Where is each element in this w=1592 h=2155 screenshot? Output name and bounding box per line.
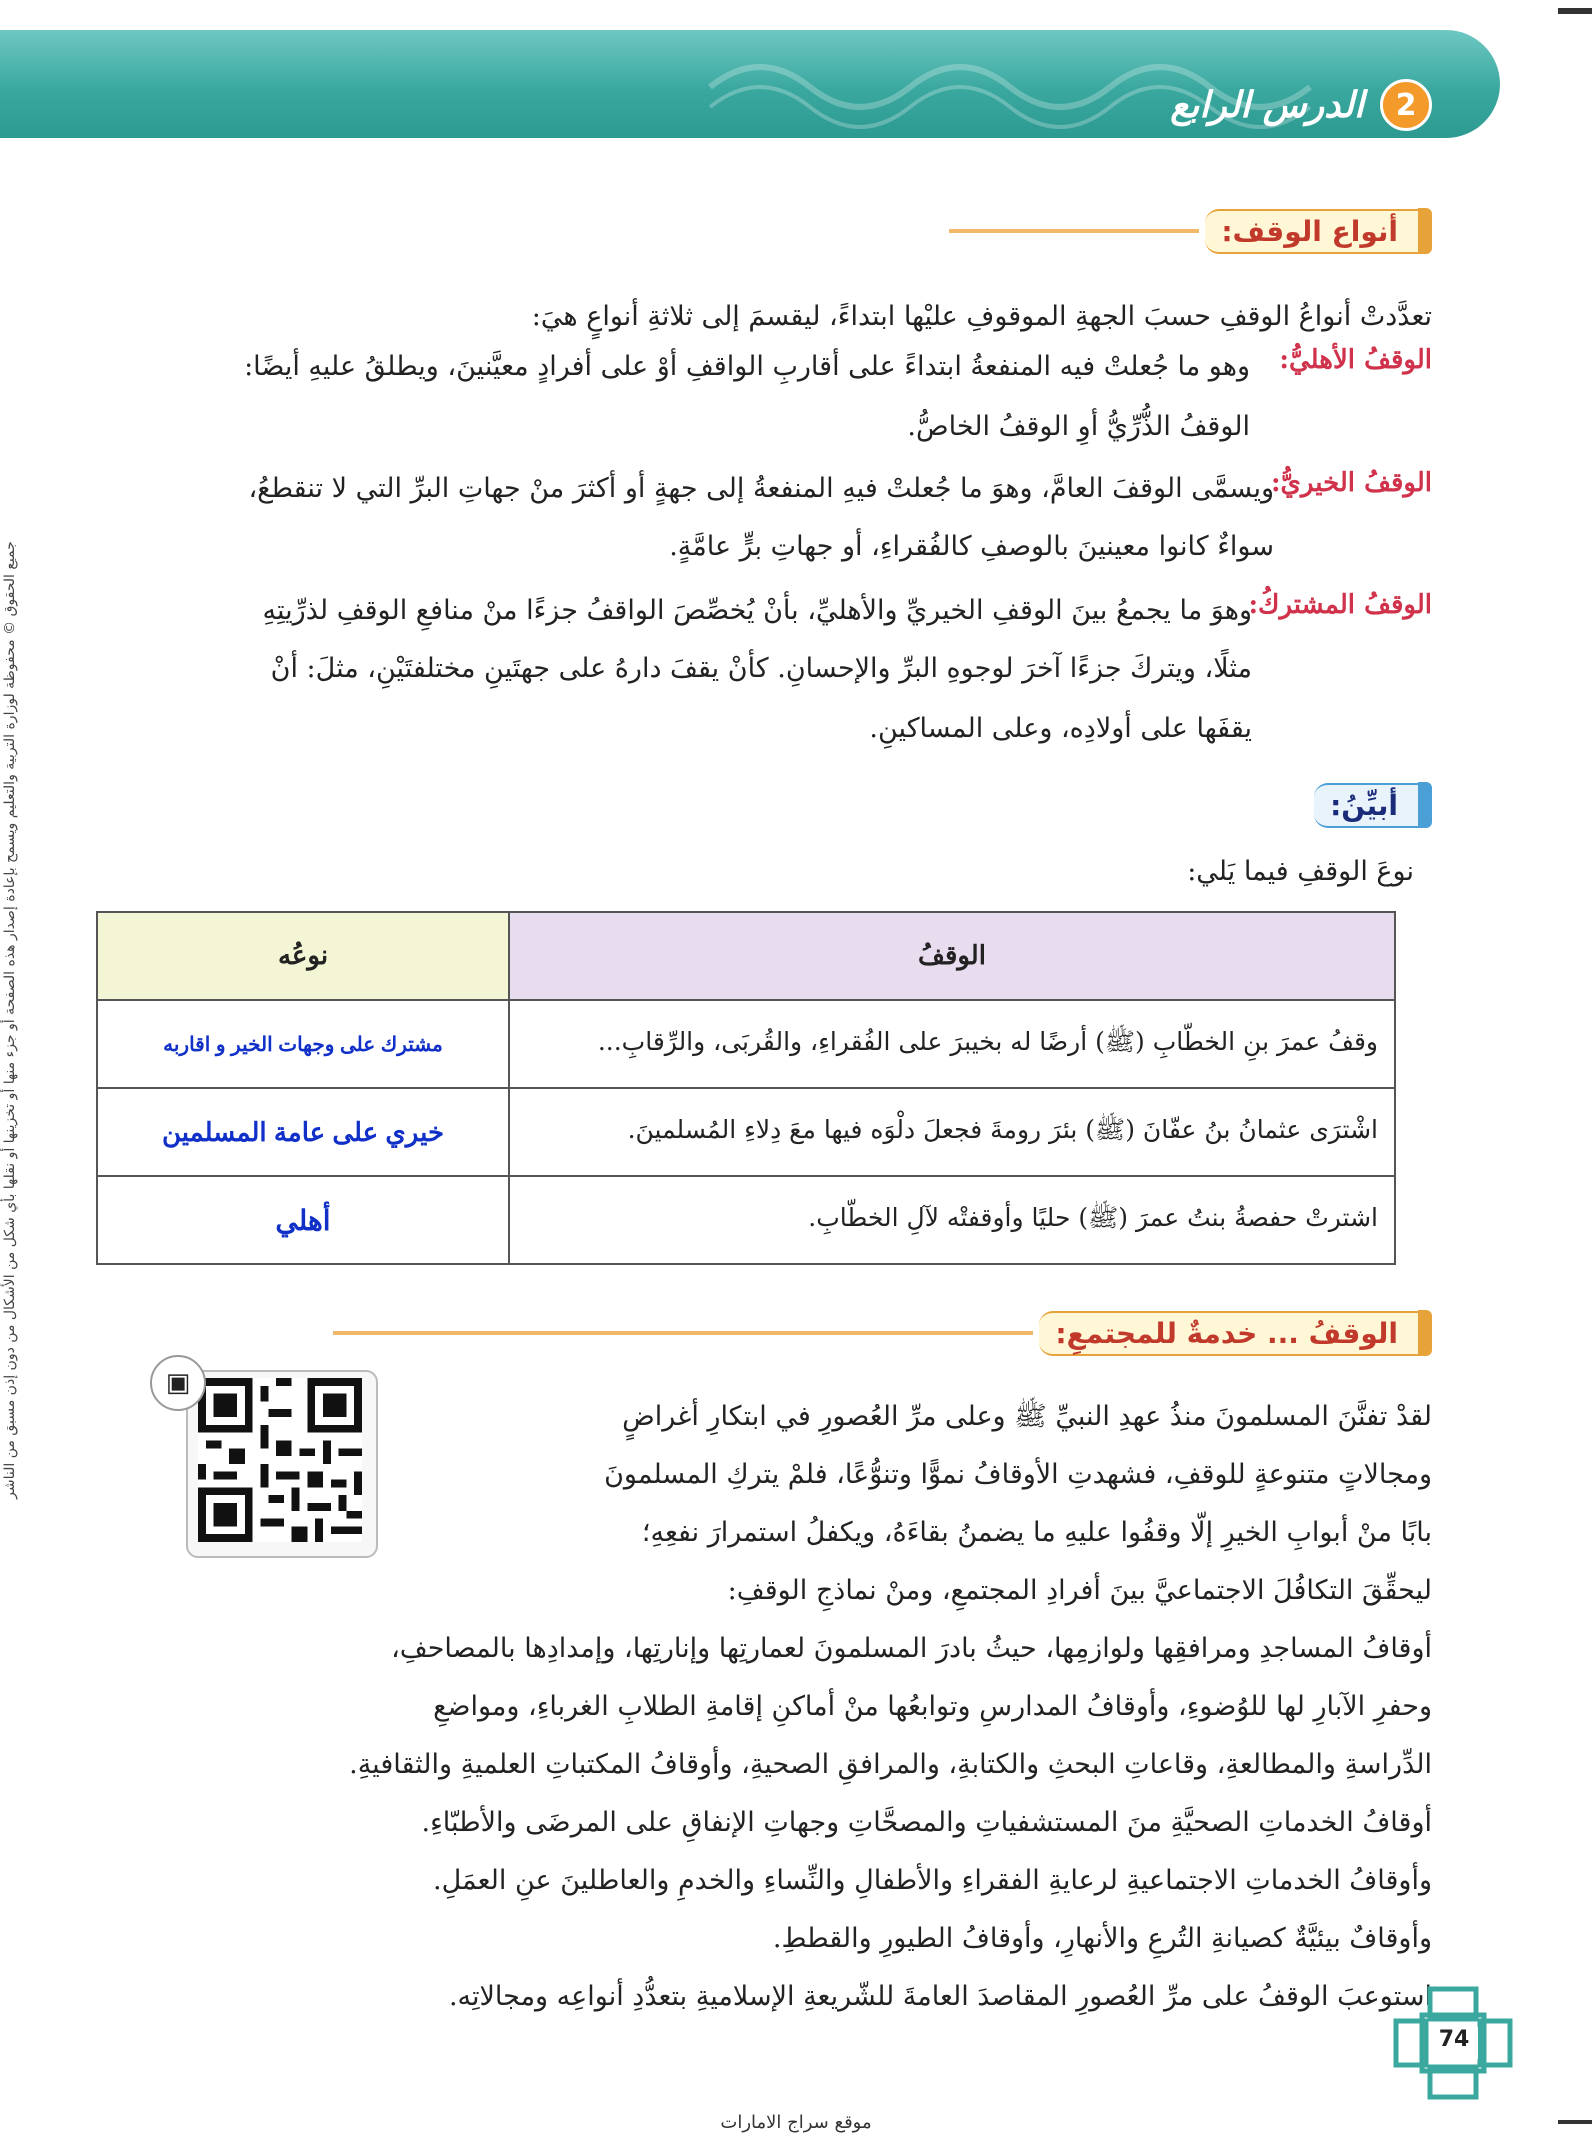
type-khairi-line2: سواءٌ كانوا معينينَ بالوصفِ كالفُقراءِ، أو جهاتِ برٍّ عامَّةٍ. (669, 531, 1274, 562)
table-header-row (97, 912, 1395, 1000)
qr-code-icon[interactable] (198, 1378, 362, 1542)
cell-type-answer[interactable]: أهلي (97, 1176, 509, 1264)
society-heading (333, 1310, 1432, 1356)
society-line: أوقافُ الخدماتِ الصحيَّةِ منَ المستشفياتِ والمصحَّاتِ وجهاتِ الإنفاقِ على المرضَى والأطبّاءِ. (421, 1807, 1432, 1838)
explain-heading-text: أبيِّنُ: (1314, 783, 1420, 828)
lesson-title (1170, 75, 1432, 135)
waqf-table (96, 911, 1396, 1265)
type-term-khairi: الوقفُ الخيريُّ: (1270, 468, 1432, 498)
table-row (97, 1088, 1395, 1176)
society-line: استوعبَ الوقفُ على مرِّ العُصورِ المقاصدَ العامةَ للشّريعةِ الإسلاميةِ بتعدُّدِ أنواعِه ومجالاتِه. (448, 1981, 1432, 2012)
footer-text: موقع سراج الامارات (720, 2112, 872, 2133)
heading-rule (949, 229, 1199, 233)
types-intro: تعدَّدتْ أنواعُ الوقفِ حسبَ الجهةِ الموقوفِ عليْها ابتداءً، ليقسمَ إلى ثلاثةِ أنواعٍ هيَ: (531, 301, 1432, 332)
type-term-ahli: الوقفُ الأهليُّ: (1279, 345, 1432, 375)
type-mushtarak-line2: مثلًا، ويتركَ جزءًا آخرَ لوجوهِ البرِّ والإحسانِ. كأنْ يقفَ دارهُ على جهتَينِ مختلفتَيْنِ، مثلَ: أنْ (270, 653, 1252, 684)
heading-tab (1418, 1310, 1432, 1356)
page-number: 74 (1430, 2027, 1478, 2059)
society-heading-text: الوقفُ ... خدمةٌ للمجتمعِ: (1039, 1311, 1420, 1356)
heading-rule (333, 1331, 1033, 1335)
types-heading-text: أنواع الوقف: (1205, 209, 1420, 254)
lesson-number: 2 (1380, 79, 1432, 131)
cell-waqf: اشترتْ حفصةُ بنتُ عمرَ (ﷺ) حليًا وأوقفتْه لآلِ الخطّابِ. (509, 1176, 1395, 1264)
copyright-side-note: جميع الحقوق © محفوظة لوزارة التربية والتعليم ويسمح بإعادة إصدار هذه الصفحة أو جزء منها أو تخزينها أو نقلها بأي شكل من الأشكال من دون إذن مسبق من الناشر (2, 541, 18, 1499)
table-row (97, 1176, 1395, 1264)
society-line: وأوقافٌ بيئيَّةٌ كصيانةِ التُرعِ والأنهارِ، وأوقافُ الطيورِ والقططِ. (772, 1923, 1432, 1954)
type-mushtarak-line1: وهوَ ما يجمعُ بينَ الوقفِ الخيريِّ والأهليِّ، بأنْ يُخصِّصَ الواقفُ جزءًا منْ منافعِ الوقفِ لذرِّيتِهِ (262, 595, 1252, 626)
type-ahli-line2: الوقفُ الذُّرِّيُّ أوِ الوقفُ الخاصُّ. (907, 411, 1250, 442)
society-line: وأوقافُ الخدماتِ الاجتماعيةِ لرعايةِ الفقراءِ والأطفالِ والنِّساءِ والخدمِ والعاطلينَ عنِ العمَلِ. (433, 1865, 1432, 1896)
type-mushtarak-line3: يقفَها على أولادِه، وعلى المساكينِ. (869, 713, 1252, 744)
top-right-bar (1558, 8, 1592, 14)
camera-icon: ▣ (150, 1355, 206, 1411)
column-header-waqf: الوقفُ (509, 912, 1395, 1000)
society-line: بابًا منْ أبوابِ الخيرِ إلّا وقفُوا عليهِ ما يضمنُ بقاءَهُ، ويكفلُ استمرارَ نفعِهِ؛ (641, 1517, 1432, 1548)
bottom-right-bar (1558, 2120, 1592, 2124)
cell-waqf: اشْترَى عثمانُ بنُ عفّانَ (ﷺ) بئرَ رومةَ فجعلَ دلْوَه فيها معَ دِلاءِ المُسلمينَ. (509, 1088, 1395, 1176)
column-header-type: نوعُه (97, 912, 509, 1000)
type-ahli-line1: وهو ما جُعلتْ فيه المنفعةُ ابتداءً على أقاربِ الواقفِ أوْ على أفرادٍ معيَّنينَ، ويطلقُ عليهِ أيضًا: (244, 351, 1250, 382)
lesson-label: الدرس الرابع (1170, 84, 1364, 126)
type-term-mushtarak: الوقفُ المشتركُ: (1248, 590, 1432, 620)
explain-prompt: نوعَ الوقفِ فيما يَلي: (1187, 856, 1414, 887)
type-khairi-line1: ويسمَّى الوقفَ العامَّ، وهوَ ما جُعلتْ فيهِ المنفعةُ إلى جهةٍ أو أكثرَ منْ جهاتِ البرِّ التي لا تنقطعُ، (248, 473, 1274, 504)
society-line: وحفرِ الآبارِ لها للوُضوءِ، وأوقافُ المدارسِ وتوابعُها منْ أماكنِ إقامةِ الطلابِ الغرباءِ، ومواضعِ (433, 1691, 1432, 1722)
cell-waqf: وقفُ عمرَ بنِ الخطّابِ (ﷺ) أرضًا له بخيبرَ على الفُقراءِ، والقُربَى، والرِّقابِ... (509, 1000, 1395, 1088)
society-line: ومجالاتٍ متنوعةٍ للوقفِ، فشهدتِ الأوقافُ نموًّا وتنوُّعًا، فلمْ يتركِ المسلمونَ (604, 1459, 1432, 1490)
heading-tab (1418, 208, 1432, 254)
cell-type-answer[interactable]: مشترك على وجهات الخير و اقاربه (97, 1000, 509, 1088)
table-row (97, 1000, 1395, 1088)
society-line: ليحقِّقَ التكافُلَ الاجتماعيَّ بينَ أفرادِ المجتمعِ، ومنْ نماذجِ الوقفِ: (727, 1575, 1432, 1606)
society-line: أوقافُ المساجدِ ومرافقِها ولوازمِها، حيثُ بادرَ المسلمونَ لعمارتِها وإنارتِها، وإمدادِها بالمصاحفِ، (391, 1633, 1432, 1664)
society-line: لقدْ تفنَّنَ المسلمونَ منذُ عهدِ النبيِّ ﷺ وعلى مرِّ العُصورِ في ابتكارِ أغراضٍ (622, 1401, 1432, 1432)
cell-type-answer[interactable]: خيري على عامة المسلمين (97, 1088, 509, 1176)
heading-tab (1418, 782, 1432, 828)
explain-heading (1314, 782, 1432, 828)
types-heading (949, 208, 1432, 254)
society-line: الدِّراسةِ والمطالعةِ، وقاعاتِ البحثِ والكتابةِ، والمرافقِ الصحيةِ، وأوقافُ المكتباتِ العلميةِ والثقافيةِ. (349, 1749, 1432, 1780)
